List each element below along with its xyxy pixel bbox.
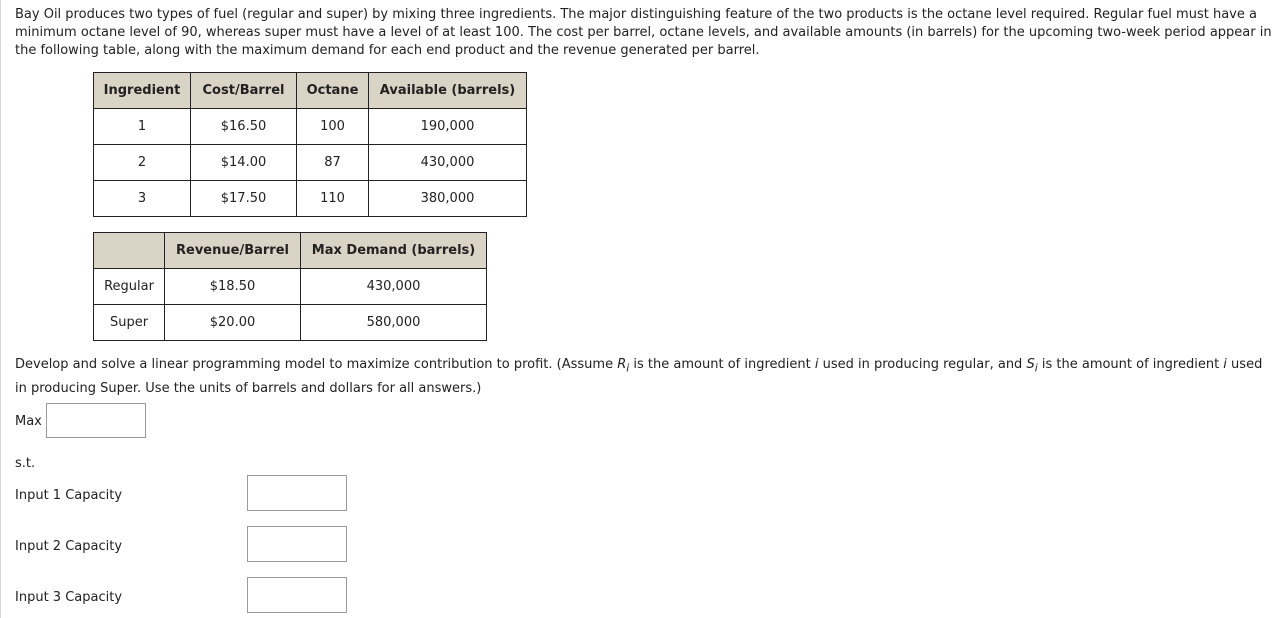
octane-cell: 87 xyxy=(297,145,369,181)
ingredient-cell: 2 xyxy=(94,145,191,181)
table-row xyxy=(94,145,527,181)
header-octane: Octane xyxy=(297,73,369,109)
task-text: used in producing Super. Use the units of barrels and dollars for all answers.) xyxy=(15,357,1263,396)
header-revenue-barrel: Revenue/Barrel xyxy=(165,233,301,269)
octane-cell: 100 xyxy=(297,109,369,145)
ingredient-cell: 1 xyxy=(94,109,191,145)
table-row xyxy=(94,181,527,217)
task-text: is the amount of ingredient xyxy=(629,357,815,372)
demand-cell: 430,000 xyxy=(301,269,487,305)
input-2-capacity-field[interactable] xyxy=(247,526,347,562)
left-border xyxy=(0,0,1,618)
header-max-demand: Max Demand (barrels) xyxy=(301,233,487,269)
available-cell: 190,000 xyxy=(369,109,527,145)
available-cell: 380,000 xyxy=(369,181,527,217)
revenue-cell: $20.00 xyxy=(165,305,301,341)
constraint-label-input-3: Input 3 Capacity xyxy=(15,590,123,605)
var-i: i xyxy=(814,357,819,372)
var-r xyxy=(617,357,630,375)
cost-cell: $16.50 xyxy=(191,109,297,145)
cost-cell: $14.00 xyxy=(191,145,297,181)
input-3-capacity-field[interactable] xyxy=(247,577,347,613)
constraint-label-input-2: Input 2 Capacity xyxy=(15,539,123,554)
revenue-cell: $18.50 xyxy=(165,269,301,305)
header-product xyxy=(94,233,165,269)
var-r-letter: R xyxy=(617,357,627,372)
ingredient-cell: 3 xyxy=(94,181,191,217)
header-cost-barrel: Cost/Barrel xyxy=(191,73,297,109)
objective-input[interactable] xyxy=(46,403,146,438)
var-i: i xyxy=(1223,357,1227,372)
ingredient-table xyxy=(93,72,527,217)
product-cell: Regular xyxy=(94,269,165,305)
var-r-subscript: i xyxy=(626,361,630,375)
header-ingredient: Ingredient xyxy=(94,73,191,109)
var-s xyxy=(1026,357,1038,375)
table-row xyxy=(94,305,487,341)
header-available: Available (barrels) xyxy=(369,73,527,109)
table-row xyxy=(94,109,527,145)
cost-cell: $17.50 xyxy=(191,181,297,217)
constraint-label-input-1: Input 1 Capacity xyxy=(15,488,123,503)
product-table xyxy=(93,232,487,341)
var-s-letter: S xyxy=(1026,357,1035,372)
problem-intro: Bay Oil produces two types of fuel (regular and super) by mixing three ingredients. The major distinguishing feature of the two products is the octane level required. Regular fuel must have a minimum octane level of 90, whereas super must have a level of at least 100. The cost per barrel, octane levels, and available amounts (in barrels) for the upcoming two-week period appear in the following table, along with the maximum demand for each end product and the revenue generated per barrel. xyxy=(15,7,1272,58)
input-1-capacity-field[interactable] xyxy=(247,475,347,511)
var-s-subscript: i xyxy=(1034,361,1038,375)
table-row xyxy=(94,269,487,305)
max-label: Max xyxy=(15,414,42,429)
ingredient-header-row xyxy=(94,73,527,109)
task-text: is the amount of ingredient xyxy=(1037,357,1224,372)
task-text: used in producing regular, and xyxy=(818,357,1027,372)
octane-cell: 110 xyxy=(297,181,369,217)
demand-cell: 580,000 xyxy=(301,305,487,341)
task-text: Develop and solve a linear programming model to maximize contribution to profit. (Assume xyxy=(15,357,618,372)
st-label: s.t. xyxy=(15,456,36,471)
product-header-row xyxy=(94,233,487,269)
product-cell: Super xyxy=(94,305,165,341)
available-cell: 430,000 xyxy=(369,145,527,181)
task-instructions xyxy=(15,355,1277,399)
